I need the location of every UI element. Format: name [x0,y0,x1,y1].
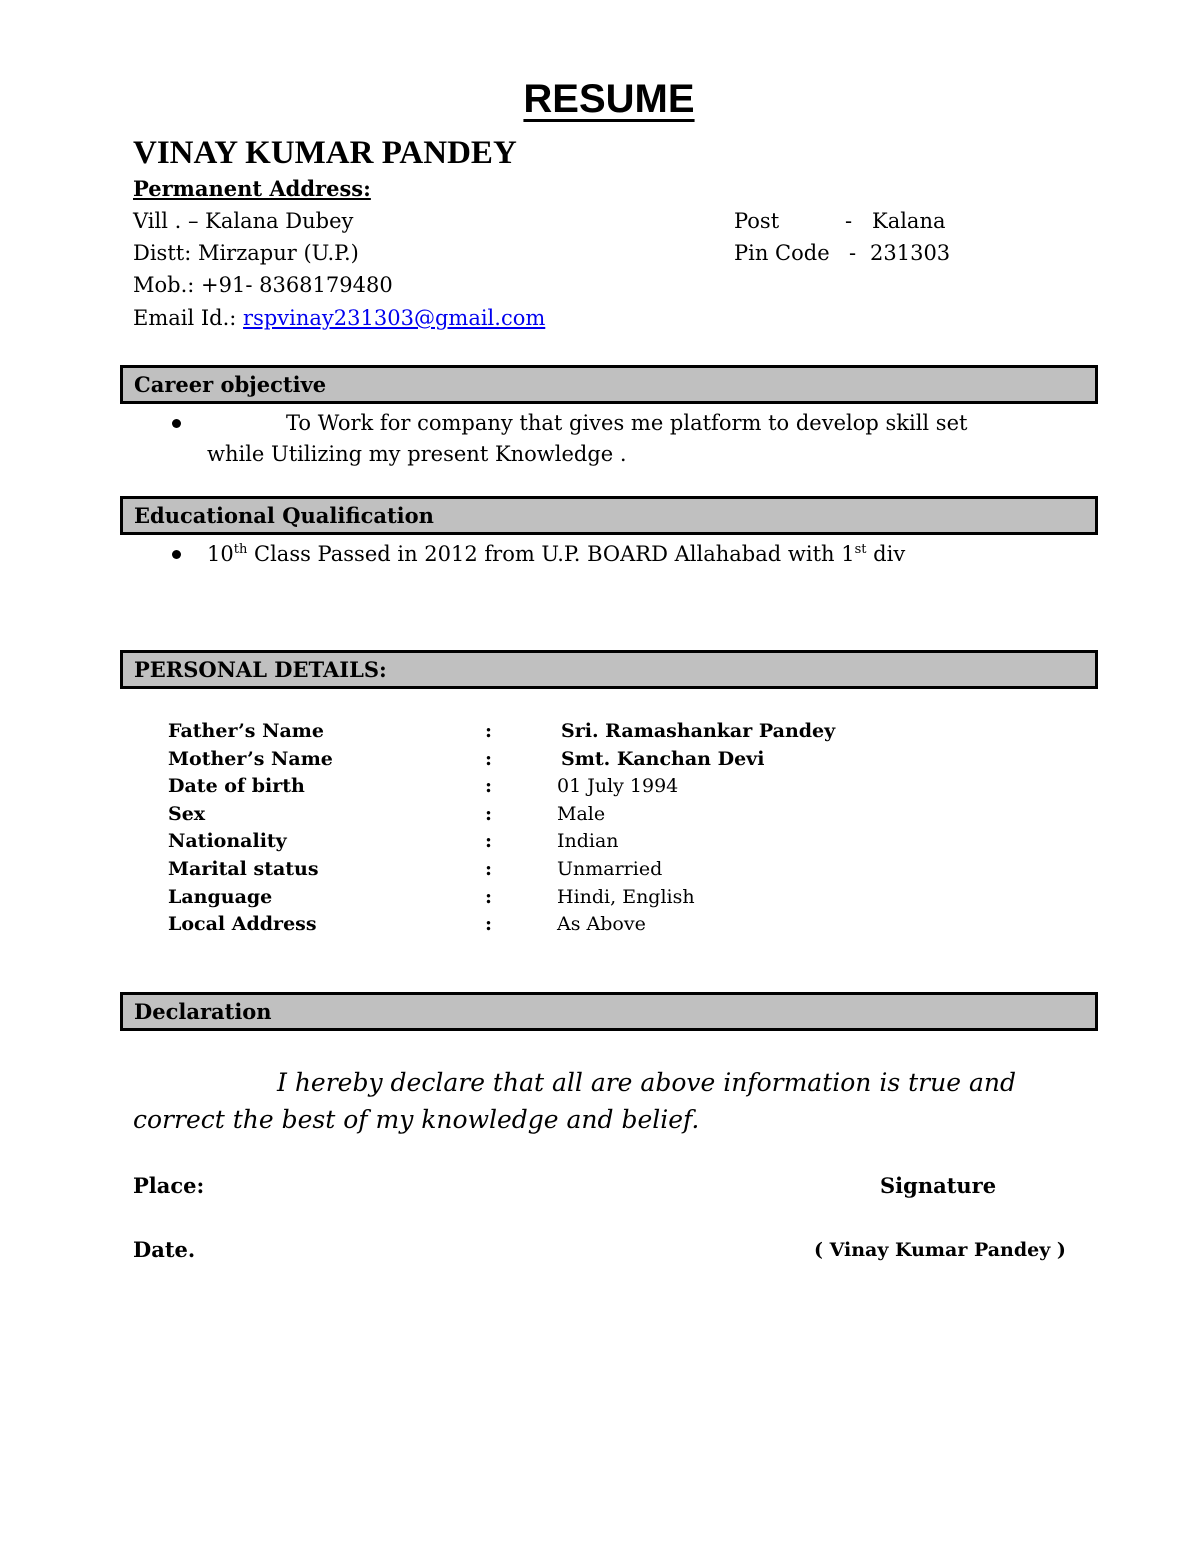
class-suffix: th [233,542,248,557]
personal-colon: : [485,858,493,880]
personal-label-marital: Marital status [168,858,319,880]
email-link[interactable]: rspvinay231303@gmail.com [243,306,546,330]
personal-colon: : [485,748,493,770]
signature-label: Signature [880,1173,997,1198]
email-label: Email Id.: [133,306,244,330]
declaration-header [120,992,1098,1031]
personal-label-language: Language [168,886,273,908]
personal-value-dob: 01 July 1994 [557,775,679,797]
document-title [0,76,1200,122]
personal-value-marital: Unmarried [557,858,663,880]
post-dash: - [845,209,853,233]
personal-colon: : [485,830,493,852]
education-heading: Educational Qualification [134,503,434,528]
personal-label-nationality: Nationality [168,830,287,852]
personal-label-sex: Sex [168,803,206,825]
place-label: Place: [133,1173,205,1198]
personal-colon: : [485,720,493,742]
pin-code-value: 231303 [870,241,951,265]
personal-label-mother: Mother’s Name [168,748,333,770]
personal-value-mother: Smt. Kanchan Devi [561,748,765,770]
declaration-line-2: correct the best of my knowledge and belief. [133,1105,700,1134]
personal-value-sex: Male [557,803,606,825]
personal-value-father: Sri. Ramashankar Pandey [561,720,836,742]
personal-value-nationality: Indian [557,830,619,852]
personal-label-local-address: Local Address [168,913,317,935]
personal-colon: : [485,803,493,825]
career-objective-line-1: To Work for company that gives me platform to develop skill set [286,411,968,435]
document-title-text: RESUME [523,77,695,121]
post-label: Post [734,209,780,233]
bullet-icon [172,419,181,428]
education-header [120,496,1098,535]
personal-value-language: Hindi, English [557,886,695,908]
career-objective-heading: Career objective [134,372,327,397]
district-line: Distt: Mirzapur (U.P.) [133,241,359,265]
personal-details-heading: PERSONAL DETAILS: [134,657,387,682]
personal-colon: : [485,775,493,797]
personal-colon: : [485,913,493,935]
personal-value-local-address: As Above [557,913,646,935]
personal-label-dob: Date of birth [168,775,305,797]
email-line [133,305,545,331]
candidate-name: VINAY KUMAR PANDEY [133,135,517,171]
personal-label-father: Father’s Name [168,720,324,742]
village-line: Vill . – Kalana Dubey [133,209,354,233]
pin-code-label: Pin Code [734,241,830,265]
personal-details-header [120,650,1098,689]
education-item [207,541,905,567]
bullet-icon [172,550,181,559]
date-label: Date. [133,1237,196,1262]
career-objective-line-2: while Utilizing my present Knowledge . [207,442,627,466]
education-text: Class Passed in 2012 from U.P. BOARD Allahabad with 1 [247,542,855,566]
pin-code-dash: - [849,241,857,265]
post-value: Kalana [872,209,946,233]
personal-colon: : [485,886,493,908]
division-suffix: st [854,542,867,557]
career-objective-header [120,365,1098,404]
mobile-line: Mob.: +91- 8368179480 [133,273,393,297]
signer-name: ( Vinay Kumar Pandey ) [814,1239,1066,1261]
declaration-heading: Declaration [134,999,272,1024]
permanent-address-heading: Permanent Address: [133,176,371,201]
education-text-end: div [866,542,906,566]
declaration-line-1: I hereby declare that all are above information is true and [277,1068,1016,1097]
class-number: 10 [207,542,234,566]
